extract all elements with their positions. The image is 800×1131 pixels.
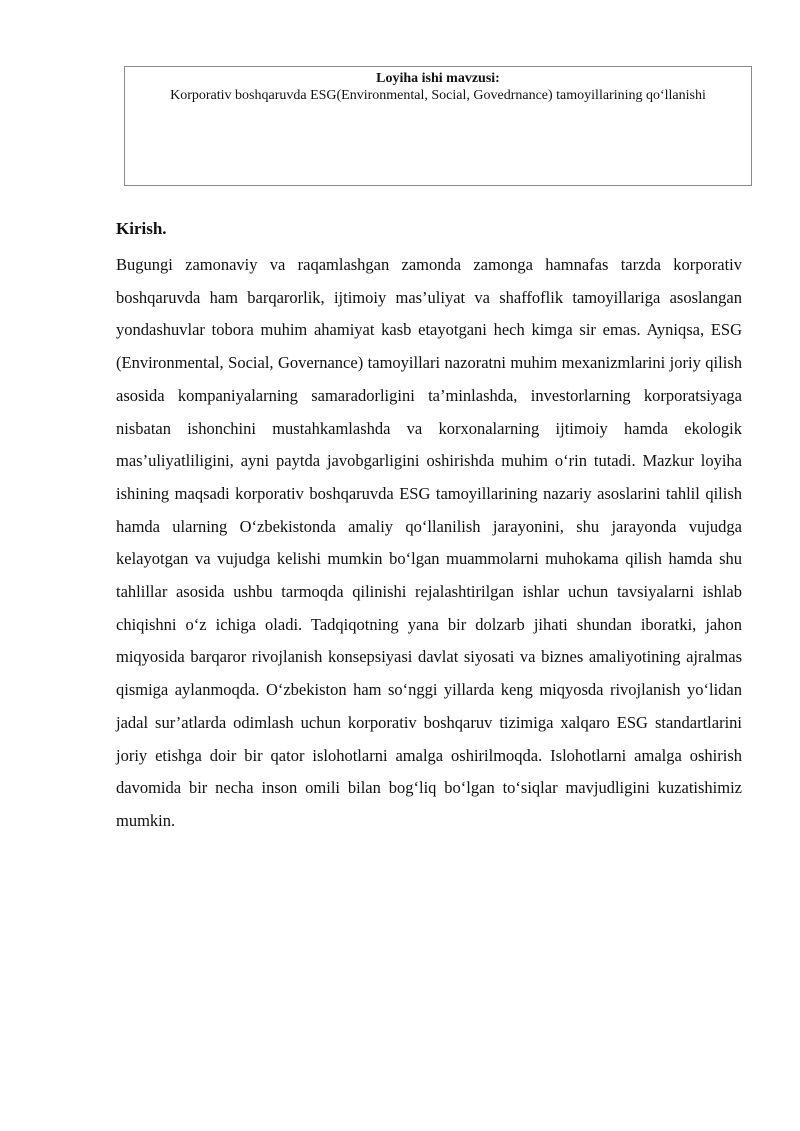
topic-title: Korporativ boshqaruvda ESG(Environmental, Social, Govedrnance) tamoyillarining qo‘llanishi: [170, 88, 706, 103]
topic-box: [124, 66, 752, 186]
topic-label: Loyiha ishi mavzusi:: [376, 71, 500, 86]
section-heading: Kirish.: [116, 219, 167, 238]
body-paragraph: Bugungi zamonaviy va raqamlashgan zamonda zamonga hamnafas tarzda korporativ boshqaruvda ham barqarorlik, ijtimoiy mas’uliyat va shaffoflik tamoyillariga asoslangan yondashuvlar tobora muhim ahamiyat kasb etayotgani hech kimga sir emas. Ayniqsa, ESG (Environmental, Social, Governance) tamoyillari nazoratni muhim mexanizmlarini joriy qilish asosida kompaniyalarning samaradorligini ta’minlashda, investorlarning korporatsiyaga nisbatan ishonchini mustahkamlashda va korxonalarning ijtimoiy hamda ekologik mas’uliyatliligini, ayni paytda javobgarligini oshirishda muhim o‘rin tutadi. Mazkur loyiha ishining maqsadi korporativ boshqaruvda ESG tamoyillarining nazariy asoslarini tahlil qilish hamda ularning O‘zbekistonda amaliy qo‘llanilish jarayonini, shu jarayonda vujudga kelayotgan va vujudga kelishi mumkin bo‘lgan muammolarni muhokama qilish hamda shu tahlillar asosida ushbu tarmoqda qilinishi rejalashtirilgan ishlar uchun tavsiyalarni ishlab chiqishni o‘z ichiga oladi. Tadqiqotning yana bir dolzarb jihati shundan iboratki, jahon miqyosida barqaror rivojlanish konsepsiyasi davlat siyosati va biznes amaliyotining ajralmas qismiga aylanmoqda. O‘zbekiston ham so‘nggi yillarda keng miqyosda rivojlanish yo‘lidan jadal sur’atlarda odimlash uchun korporativ boshqaruv tizimiga xalqaro ESG standartlarini joriy etishga doir bir qator islohotlarni amalga oshirilmoqda. Islohotlarni amalga oshirish davomida bir necha inson omili bilan bog‘liq bo‘lgan to‘siqlar mavjudligini kuzatishimiz mumkin.: [116, 255, 742, 830]
